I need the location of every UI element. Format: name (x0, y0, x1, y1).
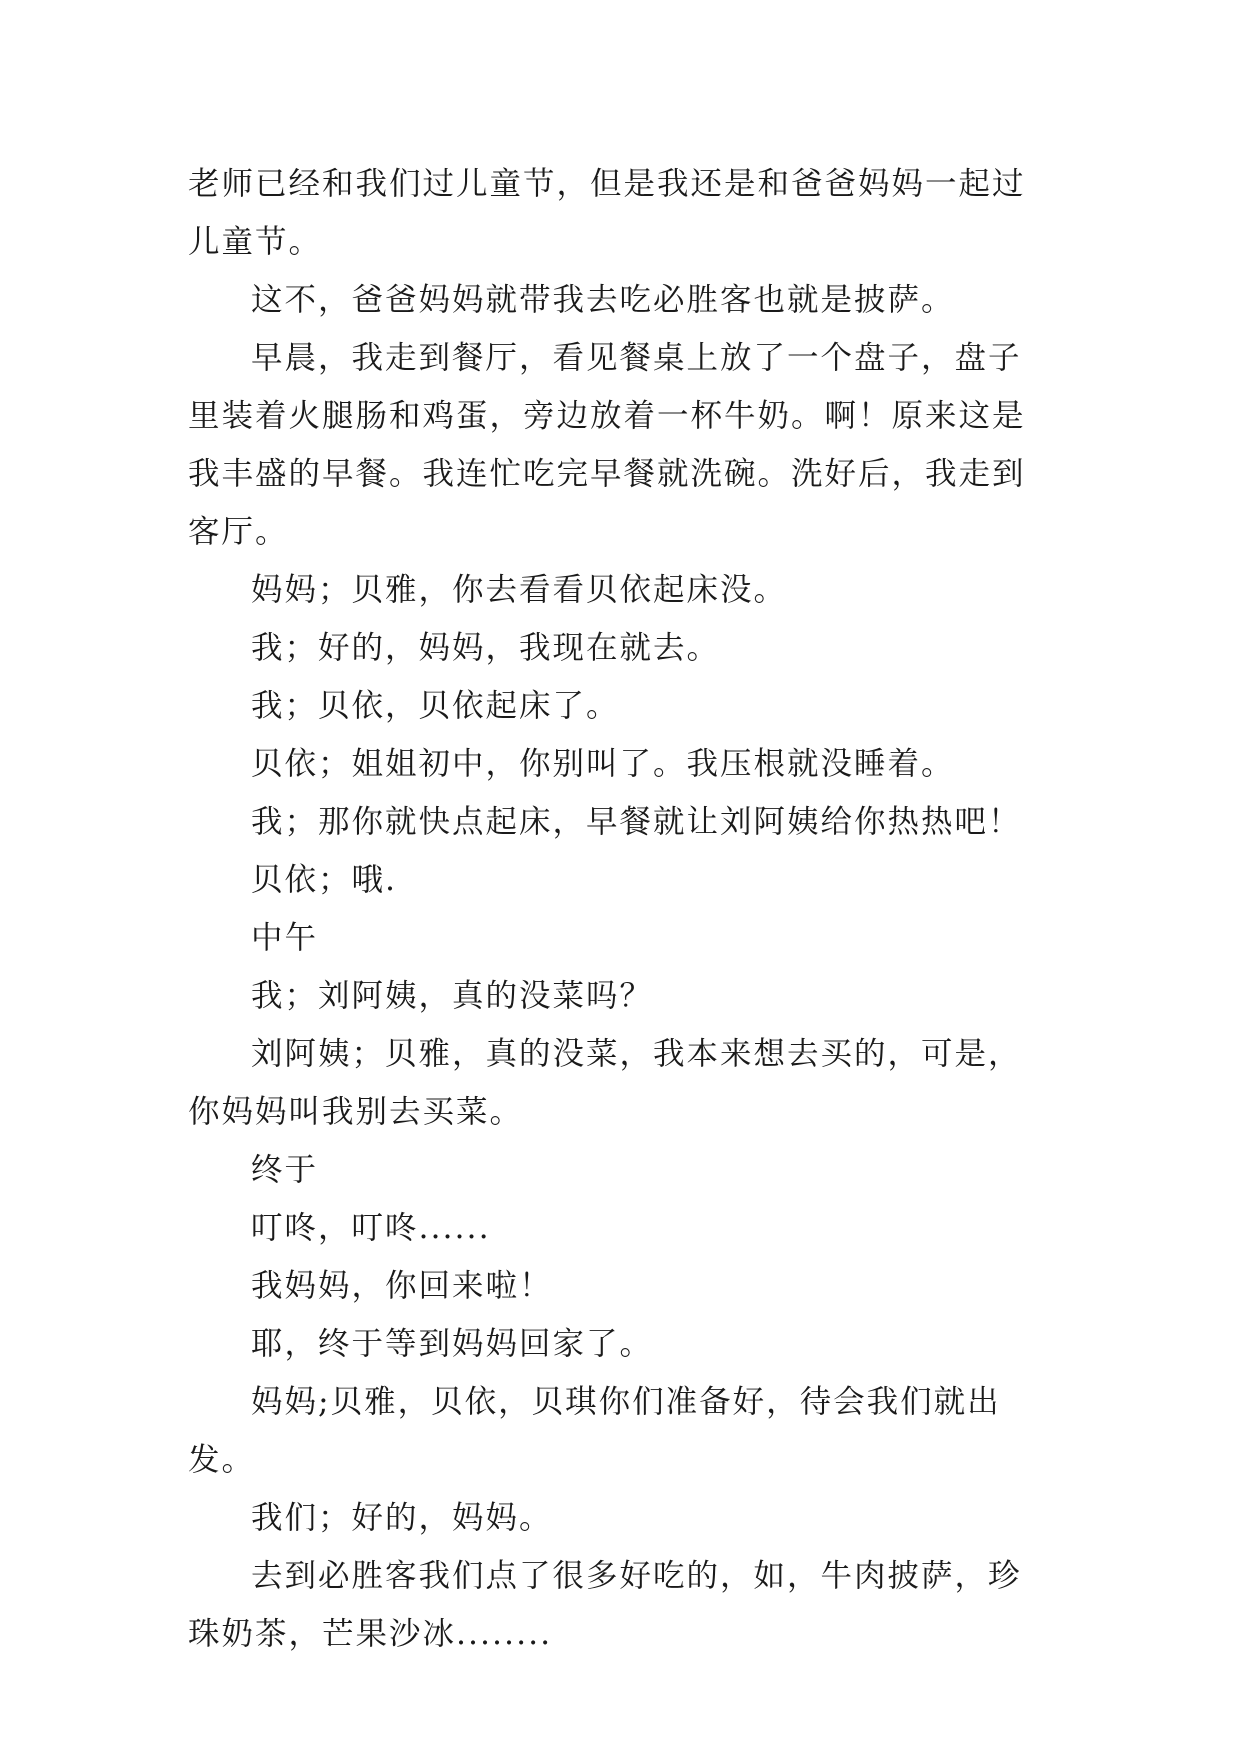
paragraph: 妈妈；贝雅，你去看看贝依起床没。 (251, 572, 788, 608)
paragraph: 早晨，我走到餐厅，看见餐桌上放了一个盘子，盘子里装着火腿肠和鸡蛋，旁边放着一杯牛奶。啊！原来这是我丰盛的早餐。我连忙吃完早餐就洗碗。洗好后，我走到客厅。 (188, 340, 1026, 550)
paragraph: 中午 (251, 920, 319, 956)
paragraph: 终于 (251, 1152, 319, 1188)
paragraph: 贝依；哦. (251, 862, 398, 898)
paragraph: 去到必胜客我们点了很多好吃的，如，牛肉披萨，珍珠奶茶，芒果沙冰........ (188, 1558, 1022, 1652)
paragraph: 我妈妈，你回来啦！ (251, 1268, 553, 1304)
paragraph: 叮咚，叮咚...... (251, 1210, 491, 1246)
document-body (188, 155, 1048, 1663)
paragraph: 我；好的，妈妈，我现在就去。 (251, 630, 721, 666)
paragraph: 这不，爸爸妈妈就带我去吃必胜客也就是披萨。 (251, 282, 955, 318)
paragraph: 我；贝依，贝依起床了。 (251, 688, 620, 724)
paragraph: 贝依；姐姐初中，你别叫了。我压根就没睡着。 (251, 746, 955, 782)
paragraph: 我；那你就快点起床，早餐就让刘阿姨给你热热吧！ (251, 804, 1022, 840)
paragraph: 耶，终于等到妈妈回家了。 (251, 1326, 654, 1362)
paragraph: 我；刘阿姨，真的没菜吗？ (251, 978, 654, 1014)
paragraph: 我们；好的，妈妈。 (251, 1500, 553, 1536)
paragraph: 老师已经和我们过儿童节，但是我还是和爸爸妈妈一起过儿童节。 (188, 166, 1026, 260)
paragraph: 刘阿姨；贝雅，真的没菜，我本来想去买的，可是，你妈妈叫我别去买菜。 (188, 1036, 1022, 1130)
paragraph: 妈妈;贝雅，贝依，贝琪你们准备好，待会我们就出发。 (188, 1384, 1001, 1478)
